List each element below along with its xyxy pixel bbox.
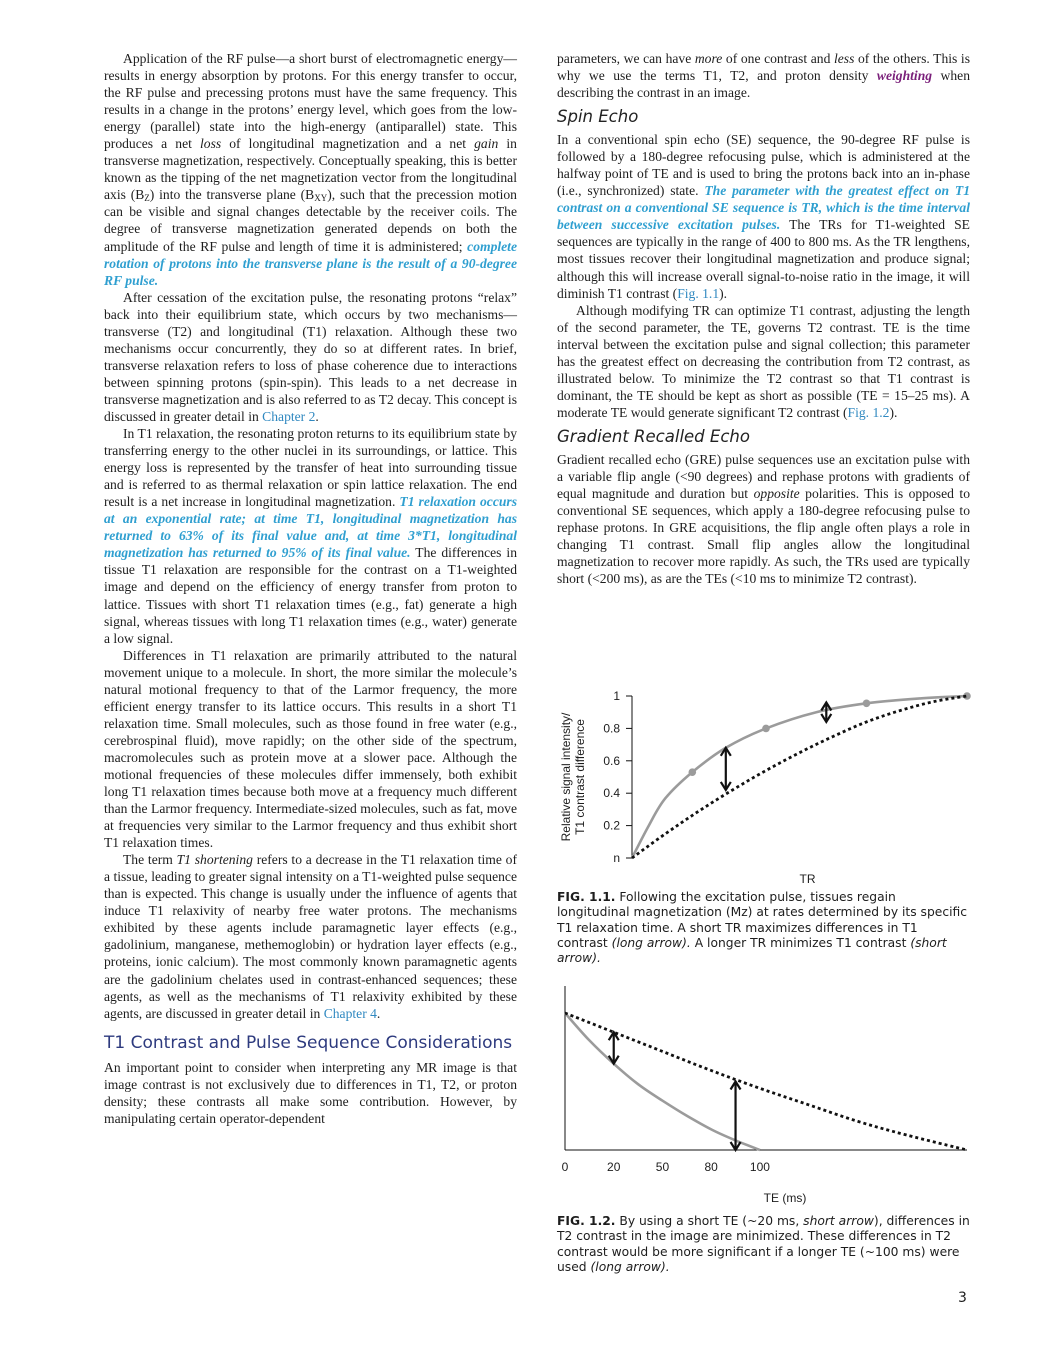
chart-t1-recovery [557,688,972,888]
caption-label: FIG. 1.1. [557,890,616,904]
paragraph-molecular-motion: Differences in T1 relaxation are primarily attributed to the natural movement unique to a molecule. In short, the more similar the molecule’s natural motional frequency to that of the Larmor frequency, the more efficient energy transfer to its lattice occurs. This results in a short T1 relaxation time. Small molecules, such as those found in free water (e.g., cerebrospinal fluid), move rapidly; on the other side of the spectrum, macromolecules such as protein move at a slower pace. Although the motional frequencies of these molecules differ immensely, both exhibit long T1 relaxation times because both move at a frequency much different than the Larmor frequency. Intermediate-sized molecules, such as fat, move at frequencies very similar to the Larmor frequency and thus exhibit short T1 relaxation times. [104,647,517,851]
figure-1-1-caption [557,890,972,966]
paragraph-relaxation [104,289,517,425]
y-tick-label: 0.4 [603,786,620,801]
text: The term [123,852,177,868]
text: After cessation of the excitation pulse, the resonating protons “relax” back into their equilibrium state, which occurs by two mechanisms—transverse (T2) and longitudinal (T1) relaxation. Although these two mechanisms occur concurrently, they do so at different rates. In brief, transverse relaxation refers to loss of phase coherence due to interactions between spinning protons (spin-spin). This leads to a net decrease in transverse magnetization and is also referred to as T2 decay. This concept is discussed in greater detail in [104,289,517,424]
text: of longitudinal magnetization and a net [221,136,475,152]
subscript-z: Z [144,193,150,204]
series-marker [762,725,770,733]
subscript-xy: XY [314,193,328,204]
series-marker [863,699,871,707]
annotations [609,1032,741,1150]
emphasis-gain: gain [474,136,499,152]
text: parameters, we can have [557,51,695,66]
left-column [104,50,517,1127]
highlight-key-point: T1 relaxation occurs at an exponential rate; at time T1, longitudinal magnetization has returned to 63% of its final value and, at time 3*T1, longitudinal magnetization has returned to 95% of its final value. [104,494,518,561]
subheading-gradient-recalled-echo: Gradient Recalled Echo [557,426,750,446]
y-tick-label: 0.2 [603,818,620,833]
paragraph-rf-pulse [104,50,517,289]
series-marker [689,768,697,776]
x-tick-label: 20 [607,1160,621,1174]
series-line-1 [565,1013,967,1150]
series-line-0 [565,1013,760,1150]
text: ) into the transverse plane (B [149,187,315,203]
text: ). [889,404,898,420]
annotations [721,702,832,789]
axes [565,986,967,1150]
text: when describing the contrast in an image. [557,68,970,101]
text: refers to a decrease in the T1 relaxation time of a tissue, leading to greater signal intensity on a T1-weighted pulse sequence than is expected. This change is usually under the influence of agents that induce T1 relaxivity of nearby free water protons. The mechanisms exhibited by these agents include paramagnetic layer effects (e.g., gadolinium, manganese, methemoglobin) or hydration layer effects (e.g., proteins, ionic calcium). The most commonly known paramagnetic agents are the gadolinium chelates used in contrast-enhanced sequences; these agents, as well as the mechanisms of T1 relaxivity exhibited by these agents, are discussed in greater detail in [104,852,517,1021]
caption-long-arrow: (long arrow). [590,1259,670,1274]
x-tick-label: 80 [704,1160,718,1174]
subheading-spin-echo: Spin Echo [557,107,639,127]
emphasis-t1-shortening: T1 shortening [176,852,253,868]
emphasis-more: more [694,51,723,66]
text: of the others. This is why we use the terms T1, T2, and proton density [557,51,970,84]
right-column [557,50,970,587]
paragraph-gre [557,451,970,587]
text: Although modifying TR can optimize T1 contrast, adjusting the length of the second parameter, the TE, governs T2 contrast. TE is the time interval between the excitation pulse and signal collection; this parameter has the greatest effect on decreasing the contribution from T2 contrast, as illustrated below. To minimize the T2 contrast so that T1 contrast is dominant, the TE should be kept as short as possible (TE = 15–25 ms). A moderate TE would generate significant T2 contrast ( [557,302,970,420]
text: Following the excitation pulse, tissues regain longitudinal magnetization (Mz) at rates determined by its specific T1 relaxation time. A short TR maximizes differences in T1 contrast [557,890,968,950]
section-heading-t1-contrast: T1 Contrast and Pulse Sequence Considerations [104,1032,513,1053]
text: of one contrast and [722,51,834,66]
x-tick-label: 50 [655,1160,670,1174]
text: The TRs for T1-weighted SE sequences are typically in the range of 400 to 800 ms. As the TR lengthens, most tissues recover their longitudinal magnetization and produce signal; although this will increase overall signal-to-noise ratio in the image, it will diminish T1 contrast ( [557,217,970,301]
emphasis-less: less [833,51,855,66]
text: . [315,408,319,424]
figure-1-2 [557,978,972,1275]
paragraph-spin-echo [557,131,970,301]
chart-t2-decay [557,978,972,1206]
y-ticks [603,689,632,865]
text: In T1 relaxation, the resonating proton returns to its equilibrium state by transferring energy to the other nuclei in its surroundings, or lattice. This energy loss is represented by the transfer of heat into surrounding tissue and is referred to as thermal relaxation or spin lattice relaxation. The end result is a net increase in longitudinal magnetization. [104,426,517,510]
paragraph-t1-relaxation [104,425,517,647]
series [565,1013,967,1150]
highlight-key-point: complete rotation of protons into the transverse plane is the result of a 90-degree RF pulse. [104,238,517,288]
y-tick-label: 0.8 [603,721,620,736]
emphasis-loss: loss [200,136,222,152]
highlight-key-point: The parameter with the greatest effect on T1 contrast on a conventional SE sequence is TR, which is the time interval between successive excitation pulses. [557,183,970,233]
x-tick-label: 100 [749,1160,770,1174]
fig-1-1-link[interactable]: Fig. 1.1 [677,285,720,301]
text: A longer TR minimizes T1 contrast [690,935,911,950]
paragraph-weighting [557,50,970,101]
chapter-2-link[interactable]: Chapter 2 [262,408,316,424]
series-line-1 [632,696,967,858]
y-tick-label: n [613,851,620,865]
text: polarities. This is opposed to conventional SE sequences, which apply a 180-degree refocusing pulse to rephase protons. In GRE acquisitions, the flip angle often plays a role in changing T1 contrast. Small flip angles allow the longitudinal magnetization to recover more rapidly. As such, the TRs used are typically short (<200 ms), as are the TEs (<10 ms to minimize T2 contrast). [557,486,970,587]
series [632,692,971,858]
caption-short-arrow: short arrow [803,1214,874,1228]
text: Gradient recalled echo (GRE) pulse sequences use an excitation pulse with a variable flip angle (<90 degrees) and rephase protons with gradients of equal magnitude and duration but [557,451,970,502]
figure-1-1 [557,688,972,966]
y-tick-label: 0.6 [603,753,620,768]
fig-1-2-link[interactable]: Fig. 1.2 [847,404,890,420]
x-axis-label: TE (ms) [763,1191,807,1205]
chapter-4-link[interactable]: Chapter 4 [323,1005,377,1021]
x-ticks [562,1160,771,1174]
text: ), such that the precession motion can be visible and signal changes detectable by the receiver coils. The degree of transverse magnetization generated depends on both the amplitude of the RF pulse and length of time it is administered; [104,187,517,254]
y-axis-label [559,712,587,841]
paragraph-image-contrast: An important point to consider when interpreting any MR image is that image contrast is not exclusively due to differences in T1, T2, or proton density; these contrasts all make some contribution. However, by manipulating certain operator-dependent [104,1059,517,1126]
x-tick-label: 0 [561,1160,569,1174]
series-line-0 [632,696,967,858]
page-number: 3 [958,1290,967,1306]
caption-label: FIG. 1.2. [557,1214,616,1228]
text: Application of the RF pulse—a short burst of electromagnetic energy—results in energy absorption by protons. For this energy transfer to occur, the RF pulse and precessing protons must have the same frequency. This results in a change in the protons’ energy level, which goes from the low-energy (parallel) state into the high-energy (antiparallel) state. This produces a net [104,51,517,152]
caption-long-arrow: (long arrow). [611,935,691,950]
x-axis-label: TR [799,872,816,886]
text: . [376,1005,381,1021]
emphasis-opposite: opposite [753,486,800,502]
y-axis-label-line: Relative signal intensity/ [559,712,573,842]
caption-short-arrow: (short arrow). [557,935,947,966]
glossary-term-weighting[interactable]: weighting [876,68,933,84]
text: in transverse magnetization, respectively. Conceptually speaking, this is better known as the tipping of the net magnetization vector from the longitudinal axis (B [104,136,517,203]
text: By using a short TE (~20 ms, [615,1214,804,1228]
text: In a conventional spin echo (SE) sequence, the 90-degree RF pulse is followed by a 180-degree refocusing pulse, which is administered at the halfway point of TE and is used to bring the protons back into an in-phase (i.e., synchronized) state. [557,132,970,199]
text: ). [719,285,728,301]
text: ), differences in T2 contrast in the image are minimized. These differences in T2 contrast would be more significant if a longer TE (~100 ms) were used [557,1214,970,1274]
y-tick-label: 1 [613,689,620,703]
text: The differences in tissue T1 relaxation are responsible for the contrast on a T1-weighted image and depend on the efficiency of energy transfer from proton to lattice. Tissues with short T1 relaxation times (e.g., fat) generate a high signal, whereas tissues with long T1 relaxation times (e.g., water) generate a low signal. [104,545,517,646]
paragraph-t1-shortening [104,851,517,1021]
paragraph-te-contrast [557,302,970,421]
y-axis-label-line: T1 contrast difference [573,719,587,835]
figure-1-2-caption [557,1214,972,1275]
